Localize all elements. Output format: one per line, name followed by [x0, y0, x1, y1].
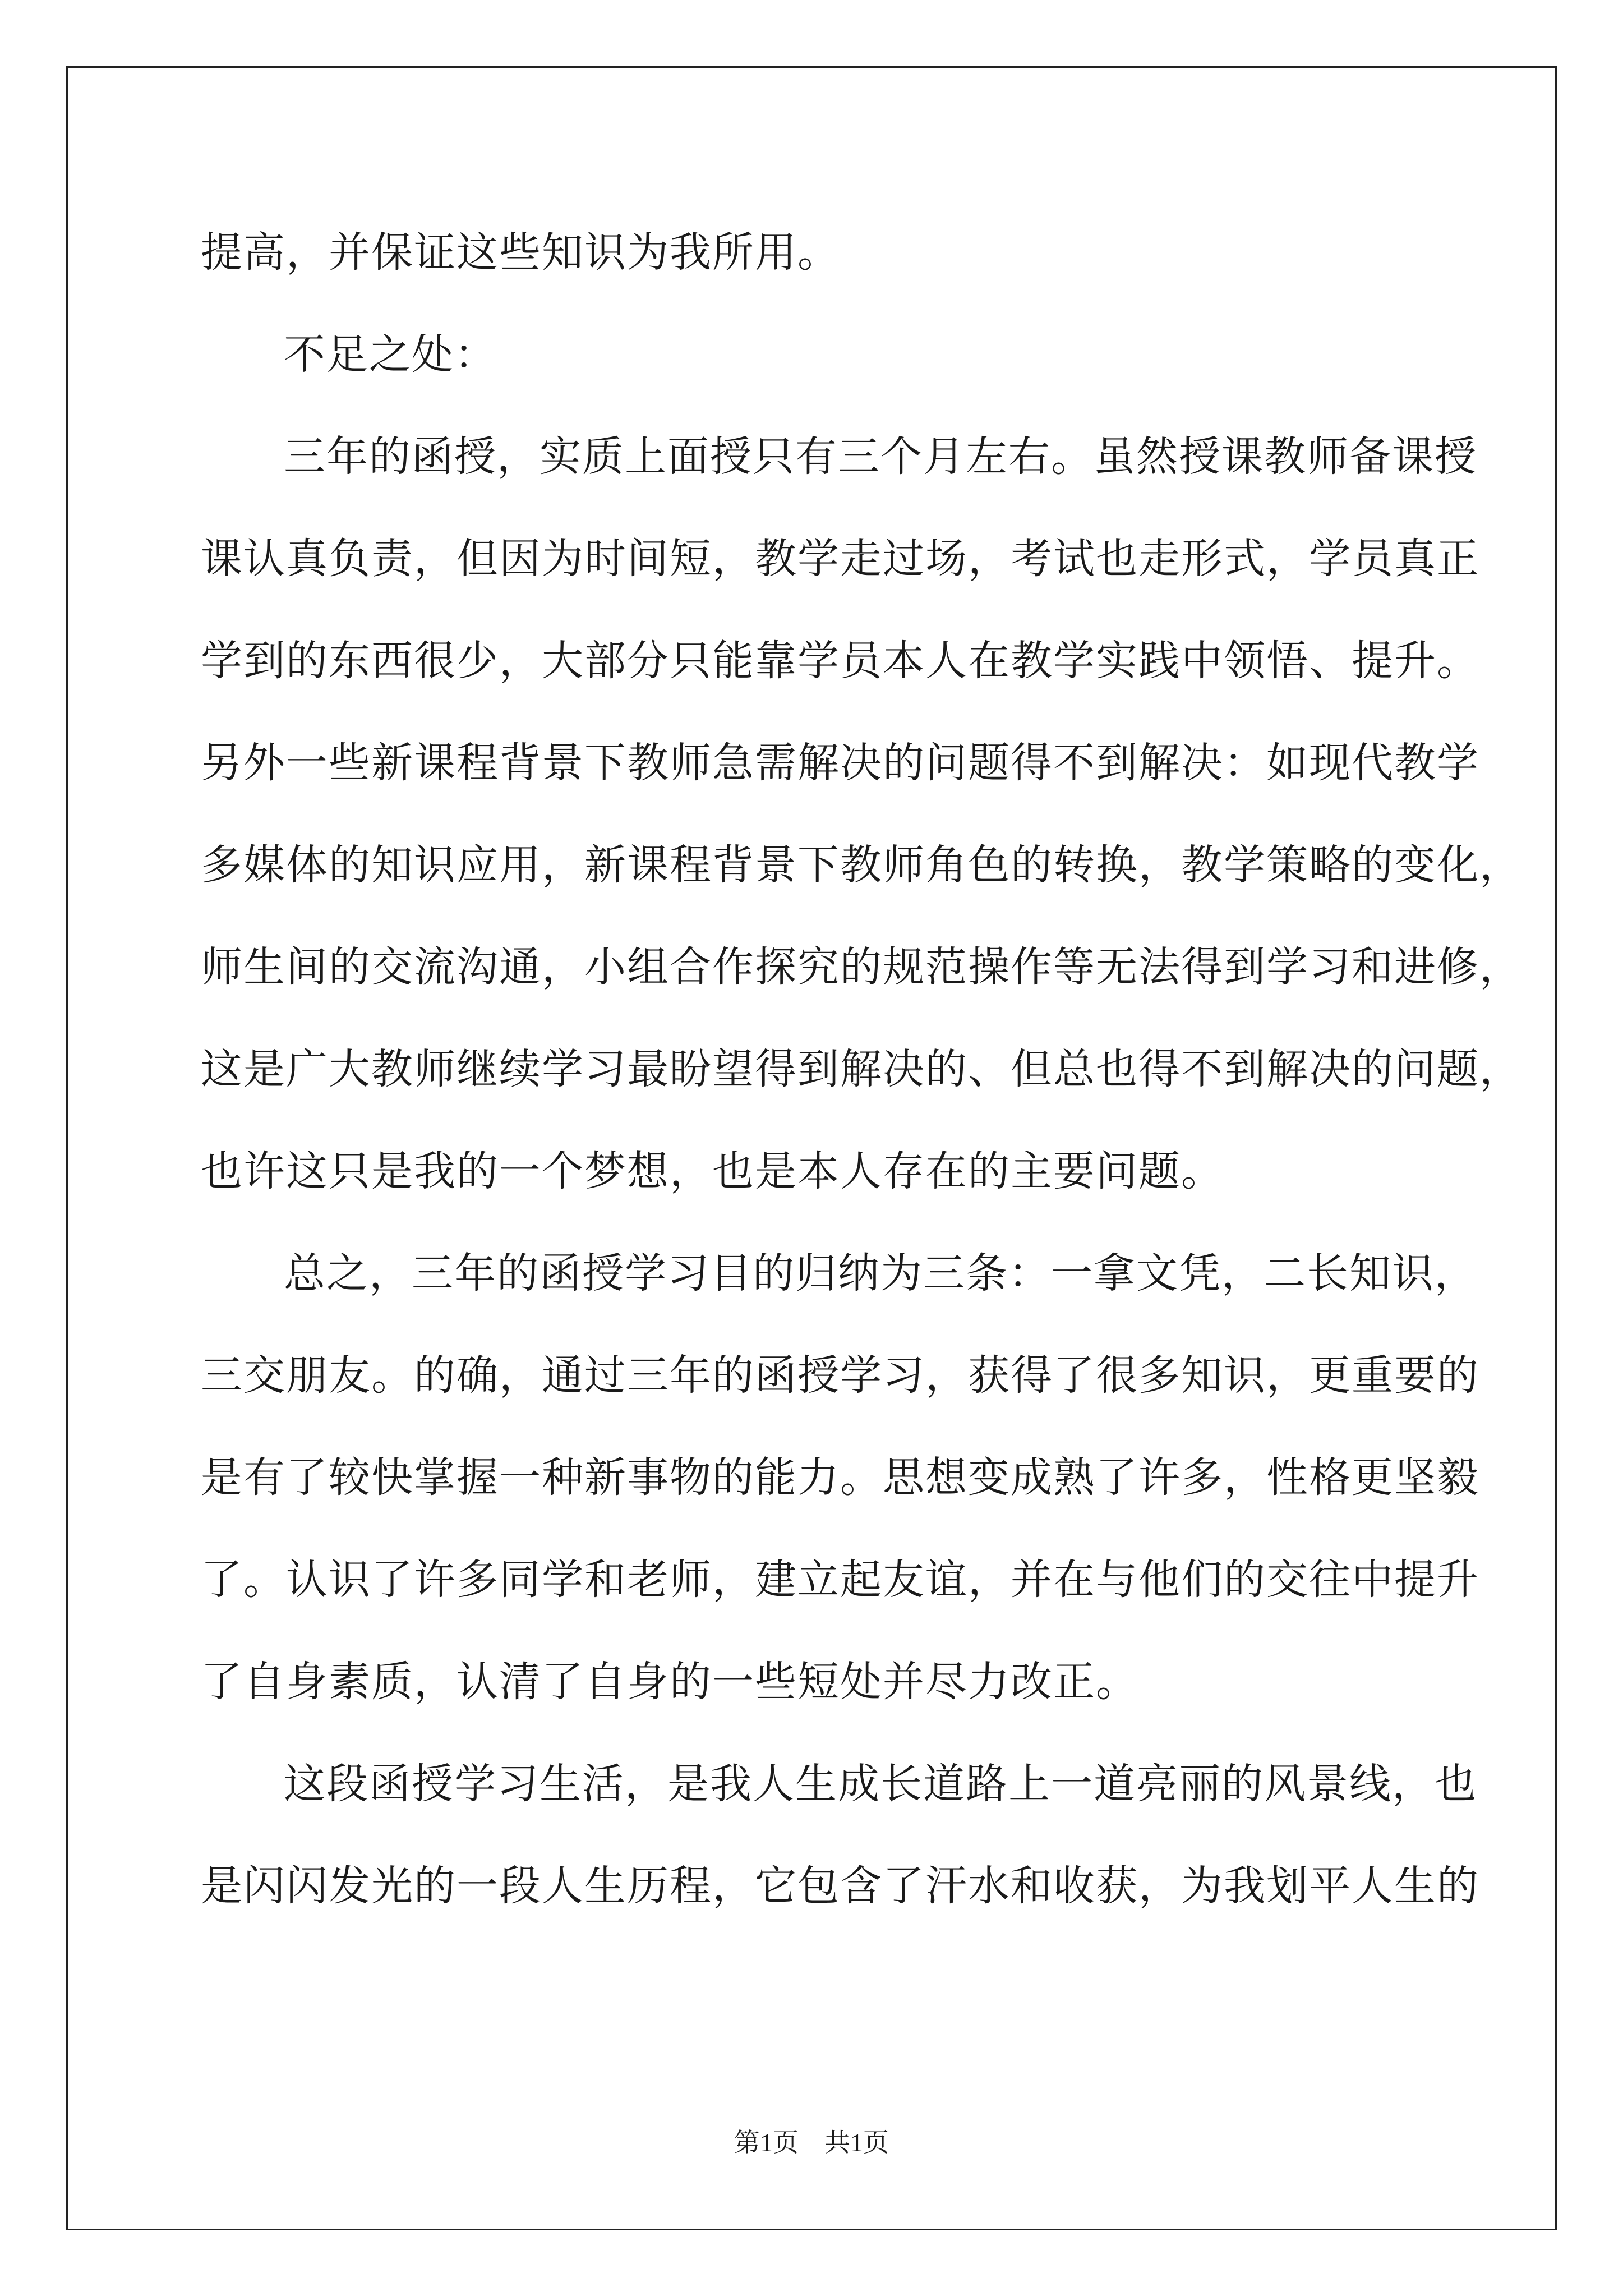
text-line: 三交朋友。的确，通过三年的函授学习，获得了很多知识，更重要的 [201, 1351, 1479, 1400]
text-line: 师生间的交流沟通，小组合作探究的规范操作等无法得到学习和进修， [201, 943, 1522, 991]
section-heading: 不足之处： [284, 330, 497, 379]
text-line: 这段函授学习生活，是我人生成长道路上一道亮丽的风景线，也 [284, 1760, 1477, 1808]
text-line: 另外一些新课程背景下教师急需解决的问题得不到解决：如现代教学 [201, 739, 1479, 787]
page-number-footer: 第1页 共1页 [734, 2128, 889, 2157]
text-line: 课认真负责，但因为时间短，教学走过场，考试也走形式，学员真正 [201, 535, 1479, 583]
text-line: 了自身素质，认清了自身的一些短处并尽力改正。 [201, 1658, 1138, 1706]
text-line: 是闪闪发光的一段人生历程，它包含了汗水和收获，为我划平人生的 [201, 1862, 1479, 1910]
text-line: 是有了较快掌握一种新事物的能力。思想变成熟了许多，性格更坚毅 [201, 1453, 1479, 1502]
text-line: 了。认识了许多同学和老师，建立起友谊，并在与他们的交往中提升 [201, 1556, 1479, 1604]
text-line: 总之，三年的函授学习目的归纳为三条：一拿文凭，二长知识， [284, 1249, 1477, 1297]
text-line: 多媒体的知识应用，新课程背景下教师角色的转换，教学策略的变化， [201, 841, 1522, 889]
text-line: 也许这只是我的一个梦想，也是本人存在的主要问题。 [201, 1147, 1224, 1195]
text-line: 学到的东西很少，大部分只能靠学员本人在教学实践中领悟、提升。 [201, 637, 1479, 685]
text-line: 三年的函授，实质上面授只有三个月左右。虽然授课教师备课授 [284, 432, 1477, 481]
text-line: 提高，并保证这些知识为我所用。 [201, 228, 840, 277]
text-line: 这是广大教师继续学习最盼望得到解决的、但总也得不到解决的问题， [201, 1045, 1522, 1093]
